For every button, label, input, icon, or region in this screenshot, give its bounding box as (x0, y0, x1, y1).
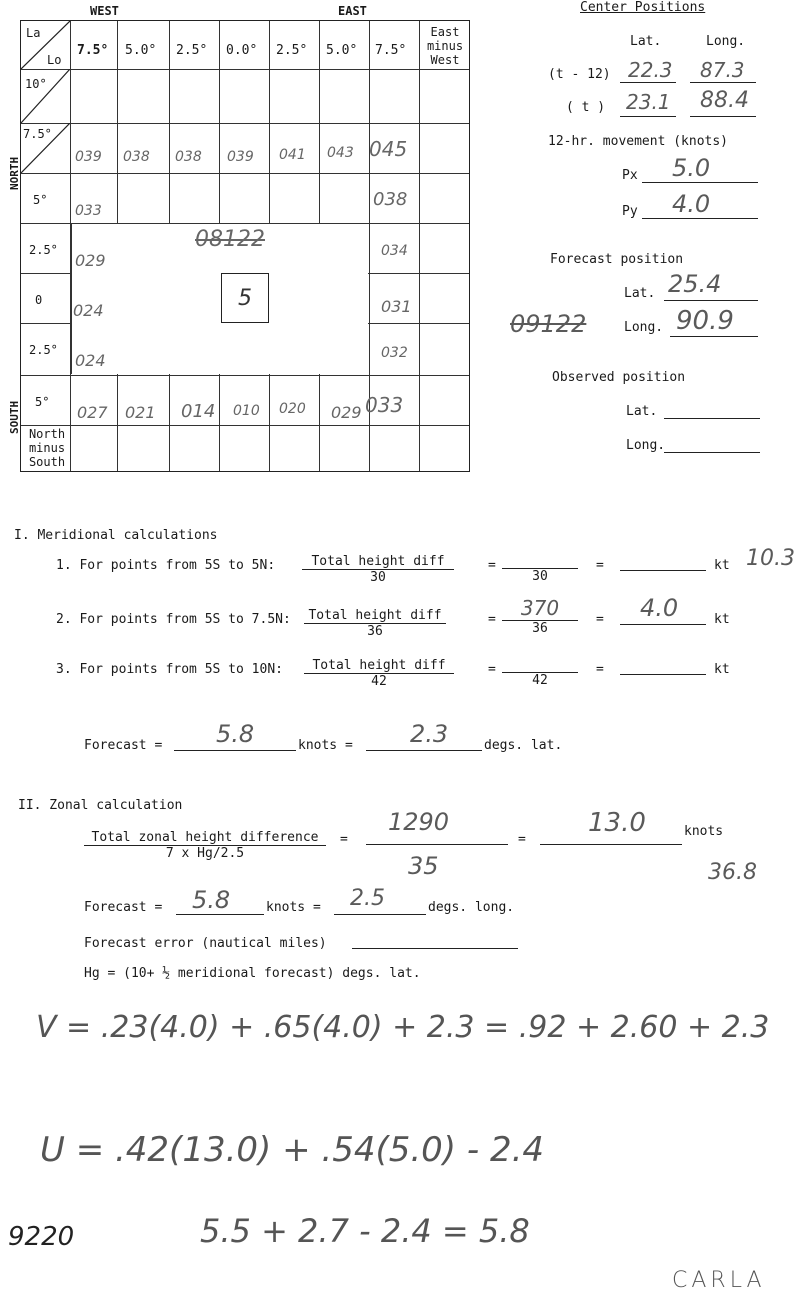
grid-value: 038 (123, 149, 150, 165)
observed-long-label: Long. (626, 438, 666, 453)
row-header: 2.5° (29, 343, 58, 357)
denominator: 42 (371, 674, 387, 689)
center-date-code: 08122 (195, 227, 265, 252)
px-label: Px (622, 168, 638, 183)
t12-label: (t - 12) (548, 67, 611, 82)
u-result: 5.5 + 2.7 - 2.4 = 5.8 (200, 1212, 530, 1250)
grid-value: 021 (125, 403, 156, 422)
t-long: 88.4 (700, 88, 749, 113)
north-side-label: NORTH (8, 156, 21, 190)
row-header: 2.5° (29, 243, 58, 257)
lat-header: Lat. (630, 34, 662, 49)
grid-value: 039 (75, 149, 102, 165)
long-header: Long. (706, 34, 746, 49)
meridional-title: I. Meridional calculations (14, 528, 218, 543)
zonal-forecast-knots: 5.8 (192, 886, 231, 914)
grid-value: 038 (373, 189, 408, 210)
value-370: 370 (502, 596, 578, 621)
grid-value: 034 (381, 243, 408, 259)
center-box-value: 5 (238, 285, 252, 311)
knots-unit: knots (684, 824, 724, 839)
zonal-title: II. Zonal calculation (18, 798, 183, 813)
degs-long-unit: degs. long. (428, 900, 515, 915)
col-header: 2.5° (176, 43, 208, 58)
center-box (221, 273, 269, 323)
grid-value: 031 (381, 297, 412, 316)
grid-value: 029 (75, 251, 106, 270)
denominator: 30 (370, 570, 386, 585)
left-code: 9220 (8, 1222, 75, 1252)
v-equation: V = .23(4.0) + .65(4.0) + 2.3 = .92 + 2.60 + 2.3 (36, 1010, 770, 1045)
height-grid (20, 20, 470, 472)
grid-value: 041 (279, 147, 306, 163)
zonal-numerator: Total zonal height difference (84, 830, 326, 846)
grid-value: 024 (75, 351, 106, 370)
observed-lat-label: Lat. (626, 404, 658, 419)
grid-value: 033 (365, 393, 404, 417)
forecast-degs-lat: 2.3 (410, 720, 449, 748)
forecast-error-label: Forecast error (nautical miles) (84, 936, 327, 951)
forecast-long-label: Long. (624, 320, 664, 335)
numerator: Total height diff (304, 658, 454, 674)
col-header: 5.0° (125, 43, 157, 58)
grid-value: 010 (233, 403, 260, 419)
col-header: 7.5° (375, 43, 407, 58)
zonal-denominator: 7 x Hg/2.5 (165, 846, 245, 861)
hg-formula: Hg = (10+ ½ meridional forecast) degs. lat. (84, 966, 421, 981)
movement-label: 12-hr. movement (knots) (548, 134, 729, 149)
t12-lat: 22.3 (628, 58, 673, 82)
zonal-forecast-degs: 2.5 (350, 886, 385, 911)
result-2: 4.0 (640, 594, 679, 622)
grid-value: 033 (75, 203, 102, 219)
grid-value: 038 (175, 149, 202, 165)
row-header: 0 (35, 293, 43, 307)
forecast-lat: 25.4 (668, 270, 722, 298)
forecast-position-label: Forecast position (550, 252, 684, 267)
t12-long: 87.3 (700, 58, 745, 82)
east-minus-west-header: East minus West (426, 25, 464, 67)
storm-name: CARLA (672, 1268, 766, 1293)
kt-unit: kt (714, 662, 730, 677)
numerator: Total height diff (304, 608, 446, 624)
zonal-den-value: 35 (408, 852, 439, 880)
grid-value: 029 (331, 403, 362, 422)
corner-lo: Lo (47, 53, 62, 67)
col-header: 5.0° (326, 43, 358, 58)
zonal-forecast-label: Forecast = (84, 900, 163, 915)
grid-value: 020 (279, 401, 306, 417)
zonal-num-value: 1290 (388, 808, 450, 836)
grid-value: 024 (73, 301, 104, 320)
t-lat: 23.1 (626, 90, 671, 114)
degs-lat-unit: degs. lat. (484, 738, 563, 753)
row-header: 7.5° (23, 127, 52, 141)
forecast-label: Forecast = (84, 738, 163, 753)
grid-value: 043 (327, 145, 354, 161)
row-header: 5° (35, 395, 50, 409)
forecast-lat-label: Lat. (624, 286, 656, 301)
kt-unit: kt (714, 558, 730, 573)
col-header: 7.5° (77, 43, 109, 58)
west-label: WEST (90, 4, 119, 18)
zonal-knots-eq: knots = (266, 900, 321, 915)
col-header: 0.0° (226, 43, 258, 58)
grid-value: 027 (77, 403, 108, 422)
row-header: 5° (33, 193, 48, 207)
margin-note: 10.3 (746, 546, 795, 571)
denominator: 42 (532, 673, 548, 688)
grid-value: 039 (227, 149, 254, 165)
grid-value: 032 (381, 345, 408, 361)
row-header: 10° (25, 77, 47, 91)
px-value: 5.0 (672, 154, 711, 182)
denominator: 30 (532, 569, 548, 584)
zonal-result: 13.0 (588, 808, 646, 838)
t-label: ( t ) (566, 100, 606, 115)
denominator: 36 (367, 624, 383, 639)
u-equation: U = .42(13.0) + .54(5.0) - 2.4 (40, 1130, 545, 1170)
numerator: Total height diff (302, 554, 454, 570)
forecast-knots: 5.8 (216, 720, 255, 748)
py-label: Py (622, 204, 638, 219)
denominator: 36 (532, 621, 548, 636)
east-label: EAST (338, 4, 367, 18)
col-header: 2.5° (276, 43, 308, 58)
meridional-line-3: 3. For points from 5S to 10N: (56, 662, 283, 677)
north-minus-south-header: North minus South (28, 427, 66, 469)
py-value: 4.0 (672, 190, 711, 218)
knots-eq: knots = (298, 738, 353, 753)
meridional-line-2: 2. For points from 5S to 7.5N: (56, 612, 291, 627)
corner-la: La (26, 26, 41, 40)
grid-value: 045 (369, 137, 408, 161)
kt-unit: kt (714, 612, 730, 627)
forecast-long: 90.9 (676, 306, 734, 336)
forecast-code: 09122 (510, 310, 587, 338)
south-side-label: SOUTH (8, 400, 21, 434)
grid-value: 014 (181, 401, 216, 422)
meridional-line-1: 1. For points from 5S to 5N: (56, 558, 276, 573)
center-positions-title: Center Positions (580, 0, 706, 15)
observed-position-label: Observed position (552, 370, 686, 385)
zonal-margin-note: 36.8 (708, 860, 757, 885)
